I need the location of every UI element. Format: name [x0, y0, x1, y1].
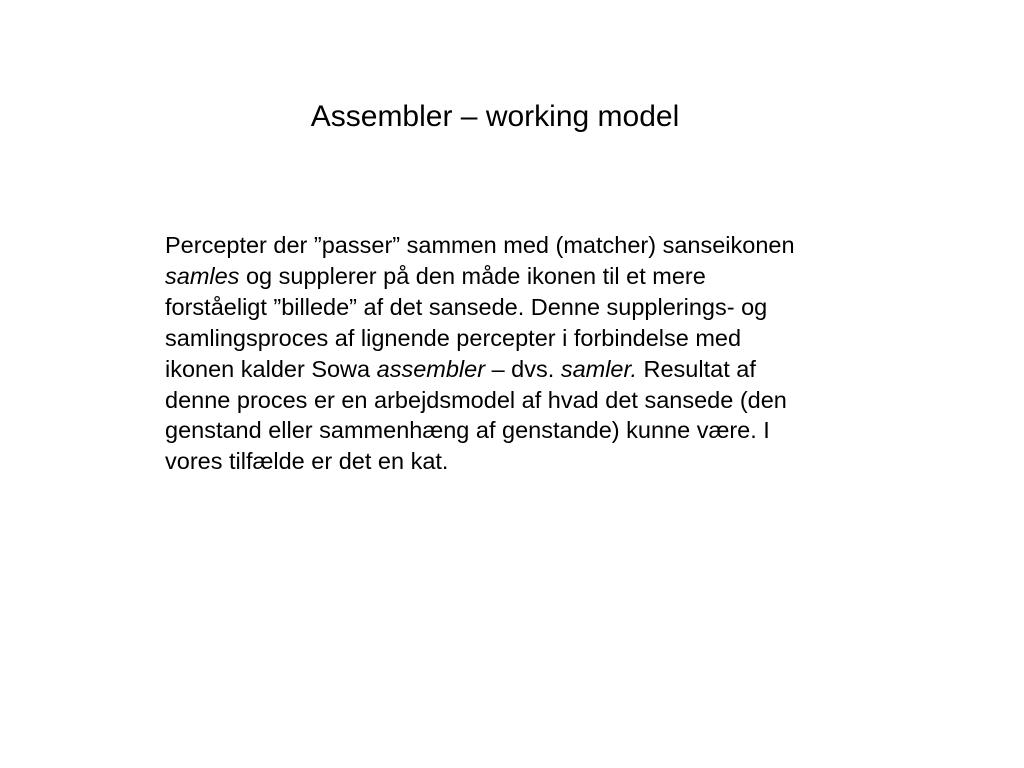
- text-line: [165, 292, 795, 323]
- text-segment: forståeligt ”billede” af det sansede. Denne supplerings- og: [165, 293, 768, 320]
- text-segment: ikonen kalder Sowa: [165, 355, 377, 382]
- slide-body-text: [165, 230, 795, 477]
- text-line: [165, 230, 795, 261]
- text-segment: vores tilfælde er det en kat.: [165, 448, 449, 475]
- text-segment: – dvs.: [485, 355, 561, 382]
- text-segment: samlingsproces af lignende percepter i forbindelse med: [165, 324, 742, 351]
- italic-term: samler.: [560, 355, 637, 382]
- text-line: [165, 415, 795, 446]
- italic-term: assembler: [376, 355, 486, 382]
- text-line: [165, 446, 795, 477]
- text-line: [165, 354, 795, 385]
- text-segment: Resultat af: [636, 355, 756, 382]
- text-line: [165, 261, 795, 292]
- text-segment: Percepter der ”passer” sammen med (matcher) sanseikonen: [165, 232, 795, 258]
- text-segment: og supplerer på den måde ikonen til et mere: [239, 262, 706, 289]
- slide-title: Assembler – working model: [310, 100, 680, 133]
- text-line: [165, 385, 795, 416]
- italic-term: samles: [165, 262, 240, 289]
- text-line: [165, 323, 795, 354]
- text-segment: denne proces er en arbejdsmodel af hvad det sansede (den: [165, 386, 787, 413]
- text-segment: genstand eller sammenhæng af genstande) kunne være. I: [165, 417, 770, 444]
